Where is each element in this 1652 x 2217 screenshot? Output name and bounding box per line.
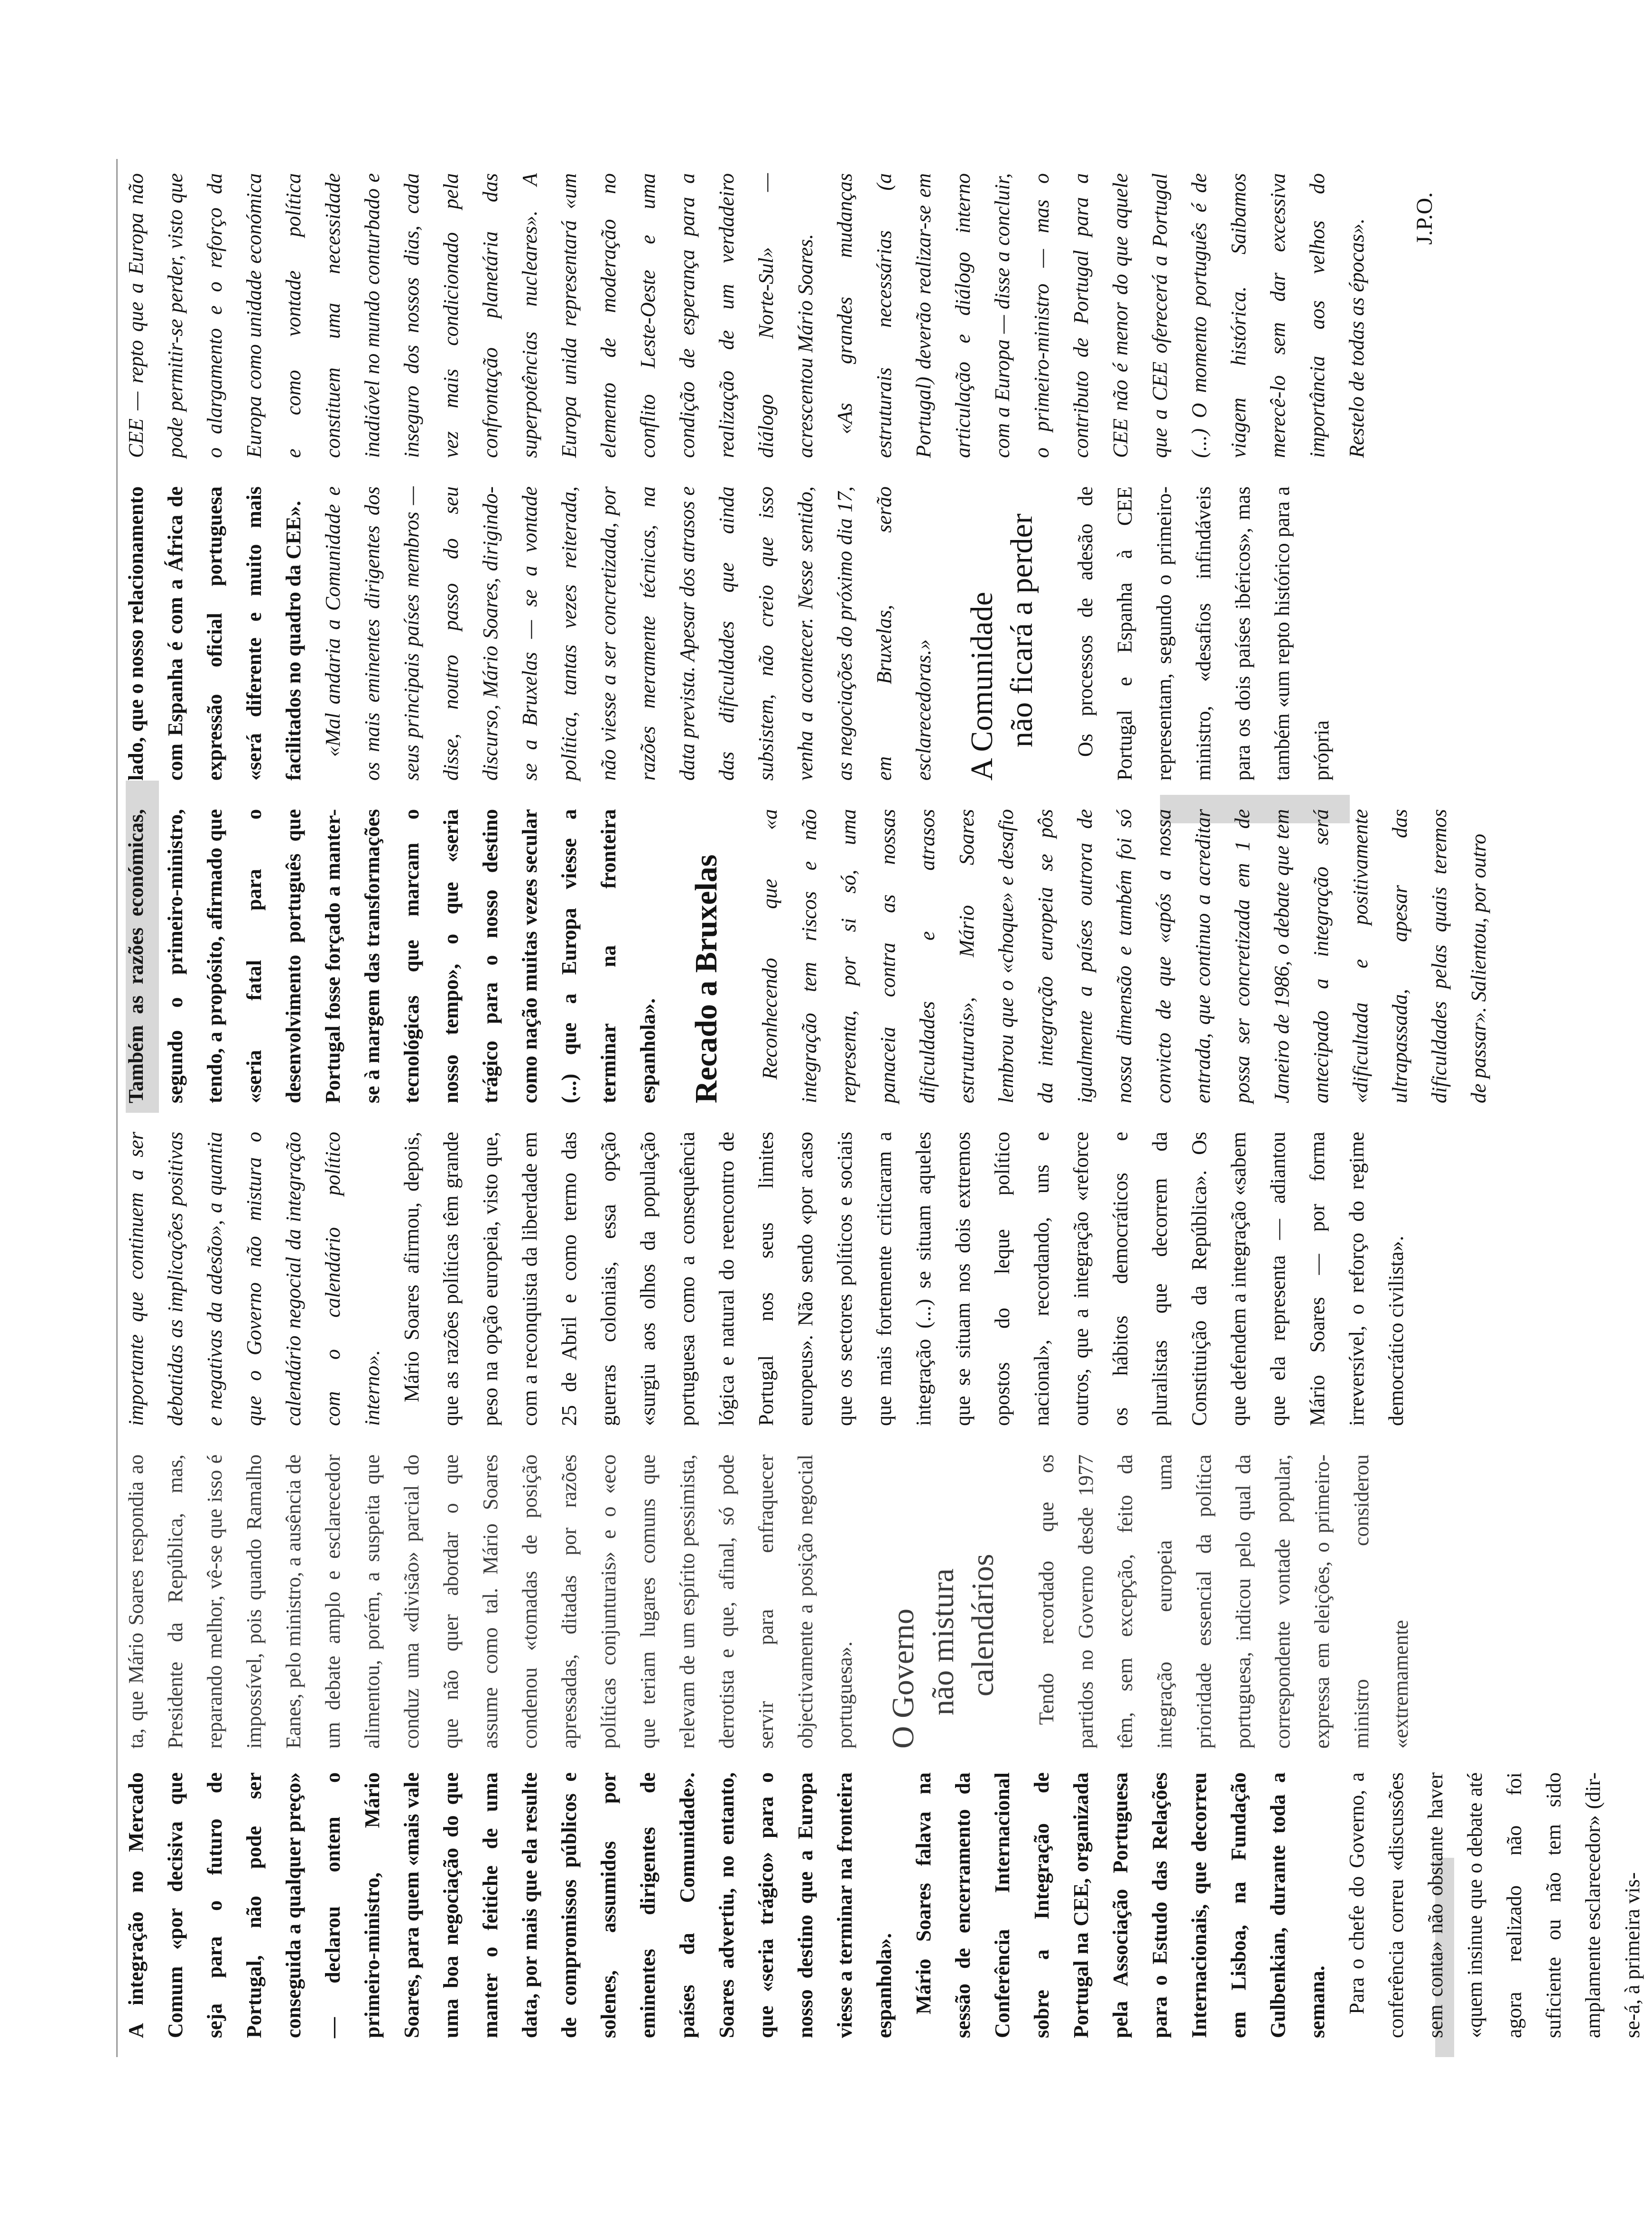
col5-subheading-line-2: não ficará a perder <box>1004 513 1039 747</box>
col5-paragraph-1: lado, que o nosso relacionamento com Espanha é com a África de expressão oficial portuguesa «será diferente e muito mais facilitados no quadro da CEE». <box>124 486 305 781</box>
col3-paragraph-2: Mário Soares afirmou, depois, que as razões políticas têm grande peso na opção europeia, visto que, com a reconquista da liberdade em 25 de Abril e como termo das guerras coloniais, essa opção «surgiu aos olhos da população portuguesa como a consequência lógica e natural do reencontro de Portugal nos seus limites europeus». Não sendo «por acaso que os sectores políticos e sociais que mais fortemente criticaram a integração (...) se situam aqueles que se situam nos dois extremos opostos do leque político nacional», recordando, uns e outros, que a integração «reforce os hábitos democráticos e pluralistas que decorrem da Constituição da República». Os que defendem a integração «sabem que ela representa — adiantou Mário Soares — por forma irreversível, o reforço do regime democrático civilista». <box>400 1132 1408 1426</box>
col6-paragraph-1: CEE — repto que a Europa não pode permitir-se perder, visto que o alargamento e o reforço da Europa como unidade económica e como vontade política constituem uma necessidade inadiável no mundo conturbado e inseguro dos nossos dias, cada vez mais condicionado pela confrontação planetária das superpotências nucleares». A Europa unida representará «um elemento de moderação no conflito Leste-Oeste e uma condição de esperança para a realização de um verdadeiro diálogo Norte-Sul» — acrescentou Mário Soares. <box>124 173 817 458</box>
column-2 <box>116 1454 1468 1749</box>
col5-subheading-line-1: A Comunidade <box>965 592 999 781</box>
col4-paragraph-2: Reconhecendo que «a integração tem riscos e não representa, por si só, uma panaceia contra as nossas dificuldades e atrasos estruturais», Mário Soares lembrou que o «choque» e desafio da integração europeia se pôs igualmente a países outrora de nossa dimensão e também foi só convicto de que «após a nossa entrada, que continuo a acreditar possa ser concretizada em 1 de Janeiro de 1986, o debate que tem antecipado a integração será «dificultada e positivamente ultrapassada, apesar das dificuldades pelas quais teremos de passar». Salientou, por outro <box>758 809 1490 1103</box>
column-1 <box>116 1772 1644 2038</box>
col1-paragraph-1: A integração no Mercado Comum «por decisiva que seja para o futuro de Portugal, não pode ser conseguida a qualquer preço» — declarou ontem o primeiro-ministro, Mário Soares, para quem «mais vale uma boa negociação do que manter o feitiche de uma data, por mais que ela resulte de compromissos públicos e solenes, assumidos por eminentes dirigentes de países da Comunidade». Soares advertiu, no entanto, que «seria trágico» para o nosso destino que a Europa viesse a terminar na fronteira espanhola». <box>124 1772 896 2038</box>
col2-subheading-line-3: calendários <box>965 1554 1000 1696</box>
col5-paragraph-2: «Mal andaria a Comunidade e os mais eminentes dirigentes dos seus principais países membros — disse, noutro passo do seu discurso, Mário Soares, dirigindo-se a Bruxelas — se a vontade política, tantas vezes reiterada, não viesse a ser concretizada, por razões meramente técnicas, na data prevista. Apesar dos atrasos e das dificuldades que ainda subsistem, não creio que isso venha a acontecer. Nesse sentido, as negociações do próximo dia 17, em Bruxelas, serão esclarecedoras.» <box>321 486 935 781</box>
column-3 <box>116 1132 1468 1426</box>
col5-subheading <box>962 486 1042 781</box>
column-6 <box>116 173 1468 458</box>
col2-subheading-line-2: não mistura <box>926 1568 960 1715</box>
col1-paragraph-2: Mário Soares falava na sessão de encerramento da Conferência Internacional sobre a Integração de Portugal na CEE, organizada pela Associação Portuguesa para o Estudo das Relações Internacionais, que decorreu em Lisboa, na Fundação Gulbenkian, durante toda a semana. <box>912 1772 1329 2038</box>
col4-paragraph-1: Também as razões económicas, segundo o primeiro-ministro, tendo, a propósito, afirmado que «seria fatal para o desenvolvimento português que Portugal fosse forçado a manter-se à margem das transformações tecnológicas que marcam o nosso tempo», o que «seria trágico para o nosso destino como nação muitas vezes secular (...) que a Europa viesse a terminar na fronteira espanhola». <box>124 809 659 1103</box>
author-signature: J.P.O. <box>1412 192 1437 245</box>
col2-subheading <box>883 1454 1003 1749</box>
col2-paragraph-1: ta, que Mário Soares respondia ao Presidente da República, mas, reparando melhor, vê-se que isso é impossível, pois quando Ramalho Eanes, pelo ministro, a ausência de um debate amplo e esclarecedor alimentou, porém, a suspeita que conduz uma «divisão» parcial do que não quer abordar o que assume como tal. Mário Soares condenou «tomadas de posição apressadas, ditadas por razões políticas conjunturais» e o «eco que teriam lugares comuns que relevam de um espírito pessimista, derrotista e que, afinal, só pode servir para enfraquecer objectivamente a posição negocial portuguesa». <box>124 1454 856 1749</box>
col6-paragraph-2: «As grandes mudanças estruturais necessárias (a Portugal) deverão realizar-se em articulação e diálogo interno com a Europa — disse a concluir, o primeiro-ministro — mas o contributo de Portugal para a CEE não é menor do que aquele que a CEE oferecerá a Portugal (...) O momento português é de viagem histórica. Saibamos merecê-lo sem dar excessiva importância aos velhos do Restelo de todas as épocas». <box>833 173 1368 458</box>
col2-paragraph-2: Tendo recordado que os partidos no Governo desde 1977 têm, sem excepção, feito da integração europeia uma prioridade essencial da política portuguesa, indicou pelo qual da correspondente vontade popular, expressa em eleições, o primeiro-ministro considerou «extremamente <box>1035 1454 1412 1749</box>
column-5 <box>116 486 1468 781</box>
col2-subheading-line-1: O Governo <box>886 1608 920 1749</box>
rotated-newspaper-page <box>116 159 1644 2057</box>
col4-subheading: Recado a Bruxelas <box>689 854 724 1103</box>
column-4 <box>116 809 1490 1103</box>
col5-paragraph-3: Os processos de adesão de Portugal e Espanha à CEE representam, segundo o primeiro-ministro, «desafios infindáveis para os dois países ibéricos», mas também «um repto histórico para a própria <box>1074 486 1333 781</box>
col1-paragraph-3: Para o chefe do Governo, a conferência correu «discussões sem conta» não obstante haver «quem insinue que o debate até agora realizado não foi suficiente ou não tem sido amplamente esclarecedor» (dir-se-á, à primeira vis- <box>1345 1772 1644 2038</box>
col3-paragraph-1: importante que continuem a ser debatidas as implicações positivas e negativas da adesão», a quantia que o Governo não mistura o calendário negocial da integração com o calendário político interno». <box>124 1132 384 1426</box>
